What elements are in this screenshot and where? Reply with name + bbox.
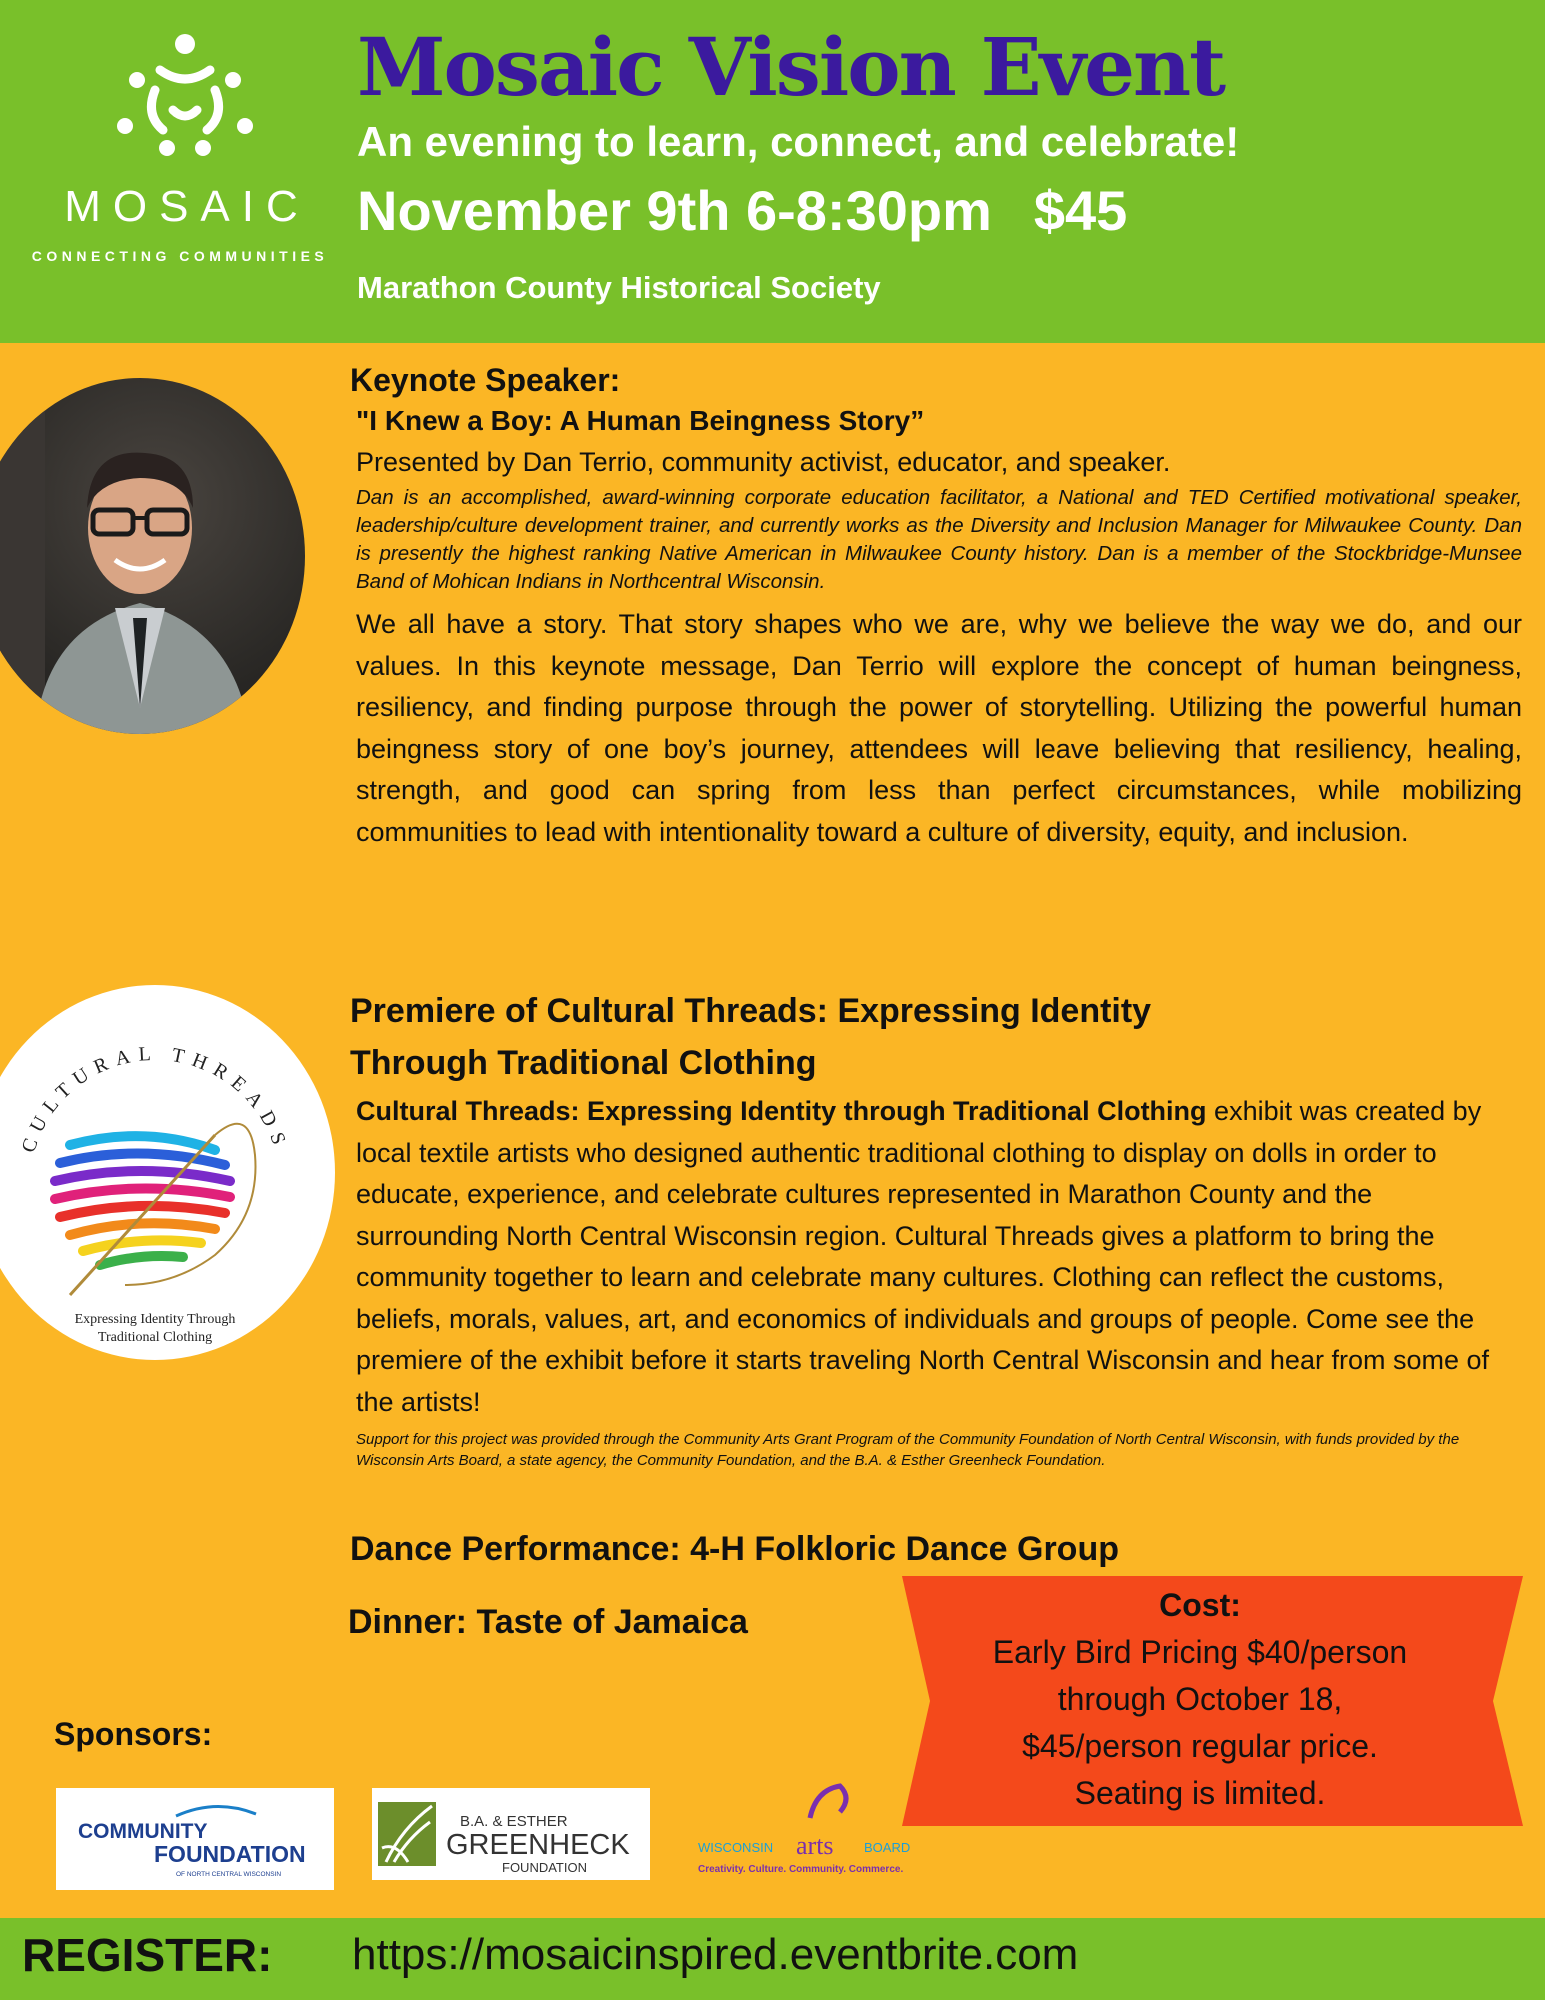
threads-caption-line1: Expressing Identity Through <box>74 1312 236 1327</box>
dinner-info: Dinner: Taste of Jamaica <box>348 1603 748 1641</box>
gh-line3: FOUNDATION <box>502 1860 587 1875</box>
mosaic-logo-icon <box>115 30 255 160</box>
premiere-heading <box>350 985 1510 1089</box>
gh-line1: B.A. & ESTHER <box>460 1813 568 1830</box>
wa-name-b: arts <box>796 1831 834 1860</box>
wa-tagline: Creativity. Culture. Community. Commerce. <box>698 1864 904 1875</box>
register-label: REGISTER: <box>22 1929 273 1981</box>
cost-line1: Early Bird Pricing $40/person <box>992 1634 1408 1670</box>
event-price: $45 <box>1033 179 1128 242</box>
event-venue: Marathon County Historical Society <box>357 270 881 305</box>
cost-heading: Cost: <box>1159 1587 1241 1623</box>
logo-wordmark: MOSAIC <box>64 182 310 231</box>
premiere-exhibit-name: Cultural Threads: Expressing Identity through Traditional Clothing <box>356 1096 1207 1126</box>
premiere-heading-line1: Premiere of Cultural Threads: Expressing Identity <box>350 992 1152 1030</box>
event-subtitle: An evening to learn, connect, and celebrate! <box>357 118 1240 165</box>
keynote-section <box>350 362 1522 853</box>
wisconsin-arts-logo-art <box>690 1778 965 1890</box>
cultural-threads-illustration <box>0 985 335 1360</box>
wa-name-a: WISCONSIN <box>698 1840 774 1855</box>
dance-performance: Dance Performance: 4-H Folkloric Dance Group <box>350 1530 1119 1568</box>
greenheck-logo-art <box>372 1788 650 1880</box>
sponsor-wisconsin-arts-board-logo <box>690 1778 965 1890</box>
speaker-photo <box>0 378 305 734</box>
keynote-talk-title: "I Knew a Boy: A Human Beingness Story” <box>356 405 925 436</box>
premiere-body <box>356 1091 1510 1423</box>
cf-line2: FOUNDATION <box>154 1841 306 1867</box>
threads-arc-text: CULTURAL THREADS <box>17 1042 293 1156</box>
logo-tagline: CONNECTING COMMUNITIES <box>31 248 329 264</box>
sponsors-heading: Sponsors: <box>54 1716 213 1752</box>
sponsor-community-foundation-logo <box>56 1788 334 1890</box>
keynote-bio: Dan is an accomplished, award-winning corporate education facilitator, a National and TED Certified motivational speaker, leadership/culture development trainer, and currently works as the Diversity and Inclusion Manager for Milwaukee County. Dan is presently the highest ranking Native American in Milwaukee County history. Dan is a member of the Stockbridge-Munsee Band of Mohican Indians in Northcentral Wisconsin. <box>356 486 1522 593</box>
keynote-presenter: Presented by Dan Terrio, community activist, educator, and speaker. <box>356 447 1171 477</box>
keynote-description: We all have a story. That story shapes who we are, why we believe the way we do, and our values. In this keynote message, Dan Terrio will explore the concept of human beingness, resiliency, and finding purpose through the power of storytelling. Utilizing the powerful human beingness story of one boy’s journey, attendees will leave believing that resiliency, healing, strength, and good can spring from less than perfect circumstances, while mobilizing communities to lead with intentionality toward a culture of diversity, equity, and inclusion. <box>356 609 1522 847</box>
event-date: November 9th 6-8:30pm <box>357 179 992 242</box>
cf-line1: COMMUNITY <box>78 1820 208 1843</box>
speaker-portrait-illustration <box>0 378 305 734</box>
sponsor-greenheck-logo <box>372 1788 650 1880</box>
keynote-heading: Keynote Speaker: <box>350 362 621 398</box>
premiere-heading-line2: Through Traditional Clothing <box>350 1044 817 1082</box>
premiere-support-note: Support for this project was provided through the Community Arts Grant Program of the Community Foundation of North Central Wisconsin, with funds provided by the Wisconsin Arts Board, a state agency, the Community Foundation, and the B.A. & Esther Greenheck Foundation. <box>356 1431 1460 1469</box>
premiere-section <box>350 985 1510 1471</box>
cf-line3: OF NORTH CENTRAL WISCONSIN <box>176 1871 282 1878</box>
gh-line2: GREENHECK <box>446 1829 630 1861</box>
cost-info <box>930 1582 1470 1817</box>
register-link[interactable]: https://mosaicinspired.eventbrite.com <box>352 1930 1079 1979</box>
cultural-threads-logo <box>0 985 335 1360</box>
event-title: Mosaic Vision Event <box>357 20 1225 114</box>
event-date-price <box>357 178 1127 243</box>
community-foundation-logo-art <box>56 1788 334 1890</box>
premiere-description: exhibit was created by local textile artists who designed authentic traditional clothing to display on dolls in order to educate, experience, and celebrate cultures represented in Marathon County and the surrounding North Central Wisconsin region. Cultural Threads gives a platform to bring the community together to learn and celebrate many cultures. Clothing can reflect the customs, beliefs, morals, values, art, and economics of individuals and groups of people. Come see the premiere of the exhibit before it starts traveling North Central Wisconsin and hear from some of the artists! <box>356 1096 1489 1417</box>
threads-caption-line2: Traditional Clothing <box>97 1330 213 1345</box>
wa-name-c: BOARD <box>864 1840 911 1855</box>
cost-line4: Seating is limited. <box>1074 1775 1326 1811</box>
cost-line3: $45/person regular price. <box>1022 1728 1378 1764</box>
cost-line2: through October 18, <box>1057 1681 1343 1717</box>
